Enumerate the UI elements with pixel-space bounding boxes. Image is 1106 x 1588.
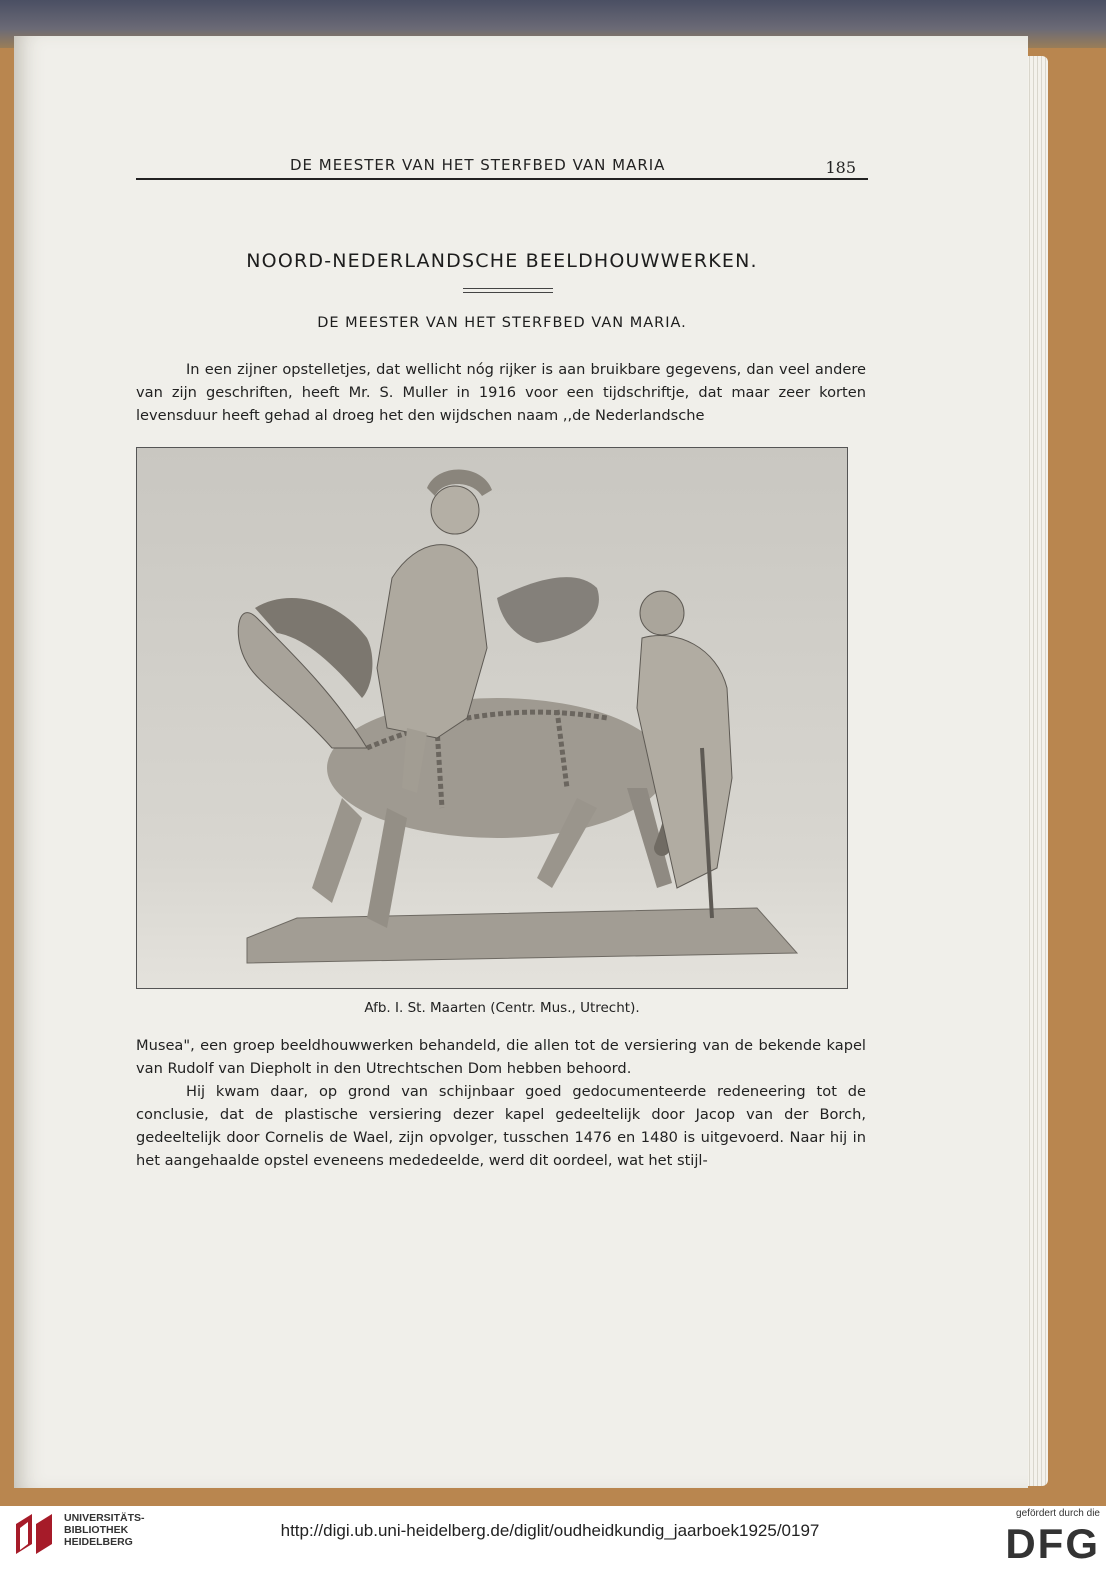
dfg-logo: DFG — [1005, 1520, 1100, 1567]
university-library-logo-icon — [10, 1510, 60, 1558]
library-name — [64, 1512, 184, 1548]
library-name-line: UNIVERSITÄTS- — [64, 1512, 145, 1524]
footer-bar — [0, 1506, 1106, 1588]
running-head — [136, 156, 868, 180]
figure-caption: Afb. I. St. Maarten (Centr. Mus., Utrecht). — [364, 1000, 640, 1016]
paragraph: In een zijner opstelletjes, dat wellicht nóg rijker is aan bruikbare gegevens, dan veel andere van zijn geschriften, heeft Mr. S. Muller in 1916 voor een tijdschriftje, dat maar zeer korten levensduur heeft gehad al droeg het den wijdschen naam ,,de Nederlandsche — [136, 361, 866, 424]
body-text-top — [136, 358, 866, 427]
header-rule — [136, 178, 868, 180]
library-name-line: HEIDELBERG — [64, 1536, 133, 1548]
permalink-url[interactable]: http://digi.ub.uni-heidelberg.de/diglit/oudheidkundig_jaarboek1925/0197 — [280, 1521, 820, 1540]
running-title: DE MEESTER VAN HET STERFBED VAN MARIA — [290, 156, 666, 174]
paragraph: Musea", een groep beeldhouwwerken behandeld, die allen tot de versiering van de bekende kapel van Rudolf van Diepholt in den Utrechtschen Dom hebben behoord. — [136, 1037, 866, 1077]
article-title: NOORD-NEDERLANDSCHE BEELDHOUWWERKEN. — [246, 250, 758, 272]
article-subtitle: DE MEESTER VAN HET STERFBED VAN MARIA. — [317, 315, 687, 331]
title-divider — [463, 288, 553, 293]
sculpture-photo-icon — [137, 448, 847, 988]
figure-photo — [136, 447, 848, 989]
funded-by-label: gefördert durch die — [1016, 1508, 1100, 1519]
library-name-line: BIBLIOTHEK — [64, 1524, 129, 1536]
paragraph: Hij kwam daar, op grond van schijnbaar goed gedocumenteerde redeneering tot de conclusie, dat de plastische versiering dezer kapel gedeeltelijk door Jacop van der Borch, gedeeltelijk door Cornelis de Wael, zijn opvolger, tusschen 1476 en 1480 is uitgevoerd. Naar hij in het aangehaalde opstel eveneens mededeelde, werd dit oordeel, wat het stijl- — [136, 1083, 866, 1169]
body-text-bottom — [136, 1034, 866, 1172]
page-number: 185 — [825, 158, 856, 177]
